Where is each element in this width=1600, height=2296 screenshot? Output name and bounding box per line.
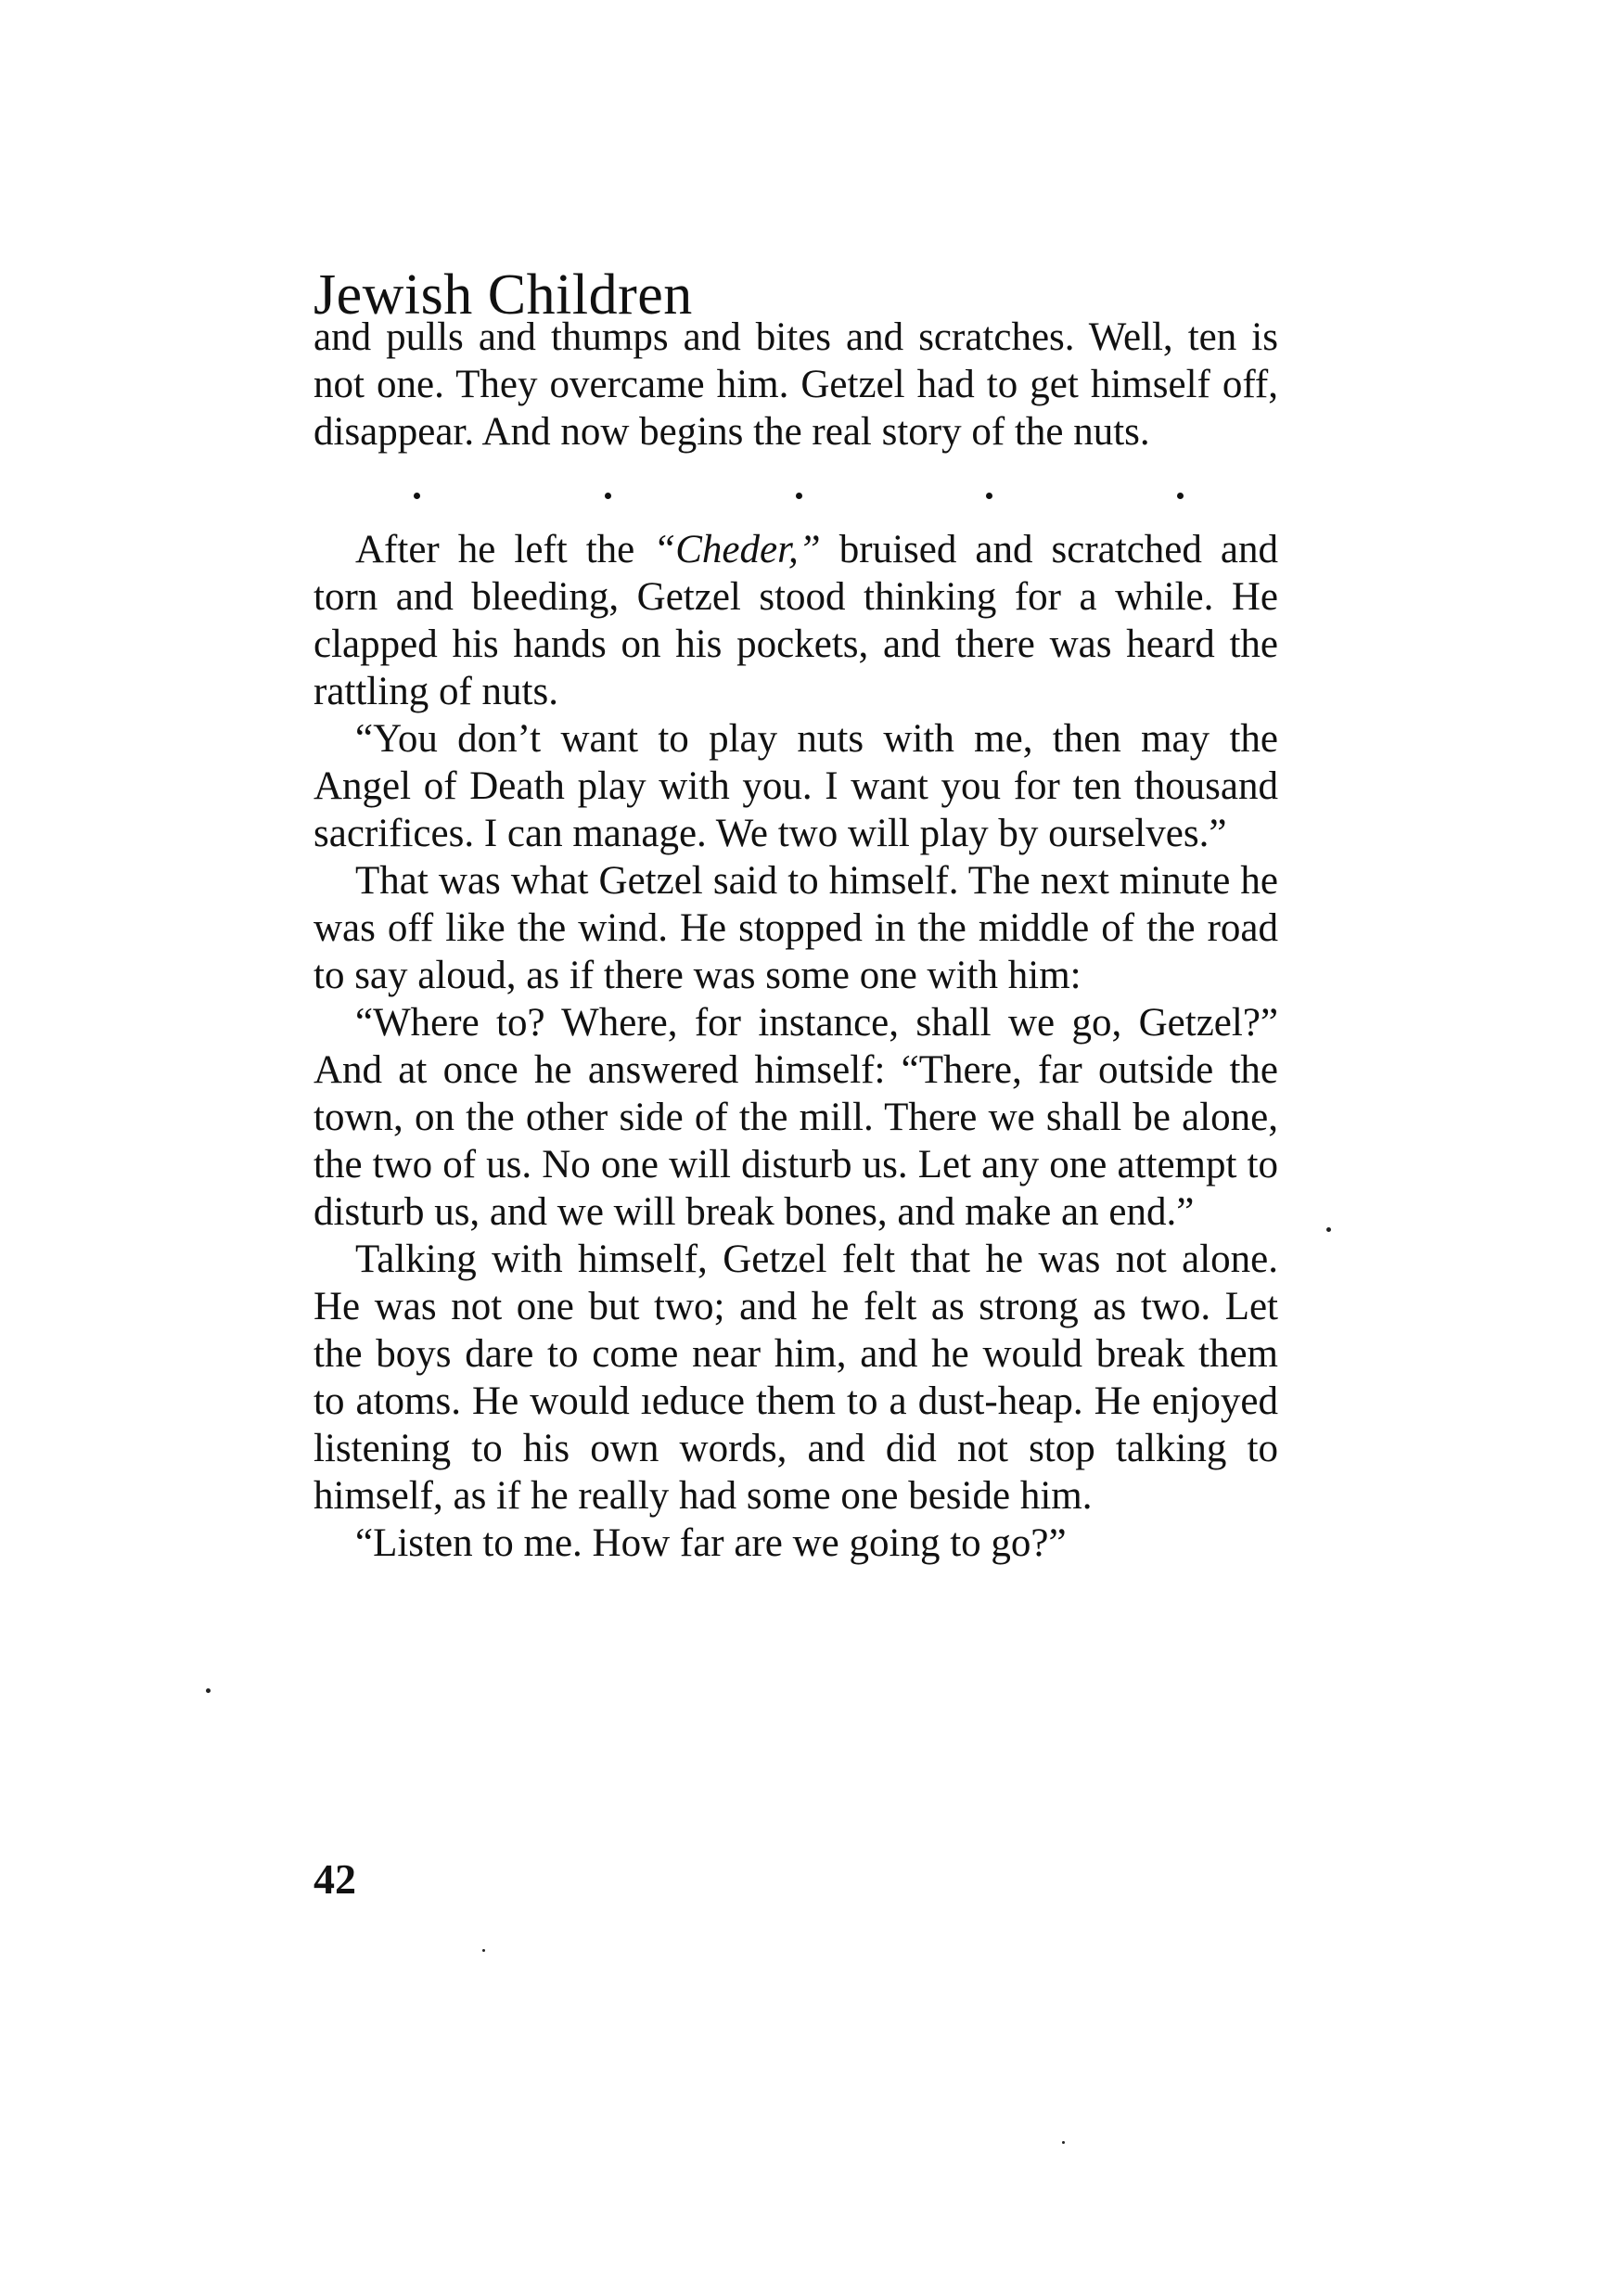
- scan-speck: [1062, 2141, 1065, 2144]
- section-break-dot: [1177, 493, 1184, 499]
- paragraph-text: After he left the: [355, 528, 654, 571]
- section-break: [414, 481, 1184, 509]
- scan-speck: [482, 1949, 485, 1952]
- body-text: [314, 314, 1278, 1567]
- section-break-dot: [796, 493, 802, 499]
- running-head: Jewish Children: [314, 263, 693, 327]
- paragraph-after-cheder: [314, 526, 1278, 715]
- cheder-term: “Cheder,”: [653, 528, 821, 571]
- paragraph-talking-with-himself: Talking with himself, Getzel felt that he was not alone. He was not one but two; and he felt as strong as two. Let the boys dare to come near him, and he would break them to atoms. He would ıeduce them to a dust-heap. He enjoyed listening to his own words, and did not stop talking to himself, as if he really had some one beside him.: [314, 1238, 1278, 1518]
- section-break-dot: [414, 493, 420, 499]
- paragraph-text: bruised and scratched and torn and bleeding, Getzel stood thinking for a while. He clapped his hands on his pockets, and there was heard the rattling of nuts.: [314, 528, 1278, 713]
- paragraph-listen-to-me: “Listen to me. How far are we going to go?”: [355, 1521, 1067, 1565]
- paragraph-where-to: “Where to? Where, for instance, shall we go, Getzel?” And at once he answered himself: “There, far outside the town, on the other side of the mill. There we shall be alone, the two of us. No one will disturb us. Let any one attempt to disturb us, and we will break bones, and make an end.”: [314, 1001, 1278, 1234]
- scan-speck: [1326, 1227, 1331, 1232]
- page-number: 42: [314, 1855, 356, 1903]
- section-break-dot: [986, 493, 992, 499]
- paragraph-play-nuts: “You don’t want to play nuts with me, then may the Angel of Death play with you. I want you for ten thousand sacrifices. I can manage. We two will play by ourselves.”: [314, 717, 1278, 855]
- section-break-dot: [605, 493, 611, 499]
- opening-paragraph: and pulls and thumps and bites and scratches. Well, ten is not one. They overcame him. Getzel had to get himself off, disappear. And now begins the real story of the nuts.: [314, 315, 1278, 454]
- paragraph-off-like-wind: That was what Getzel said to himself. The next minute he was off like the wind. He stopped in the middle of the road to say aloud, as if there was some one with him:: [314, 859, 1278, 997]
- scan-speck: [206, 1688, 211, 1693]
